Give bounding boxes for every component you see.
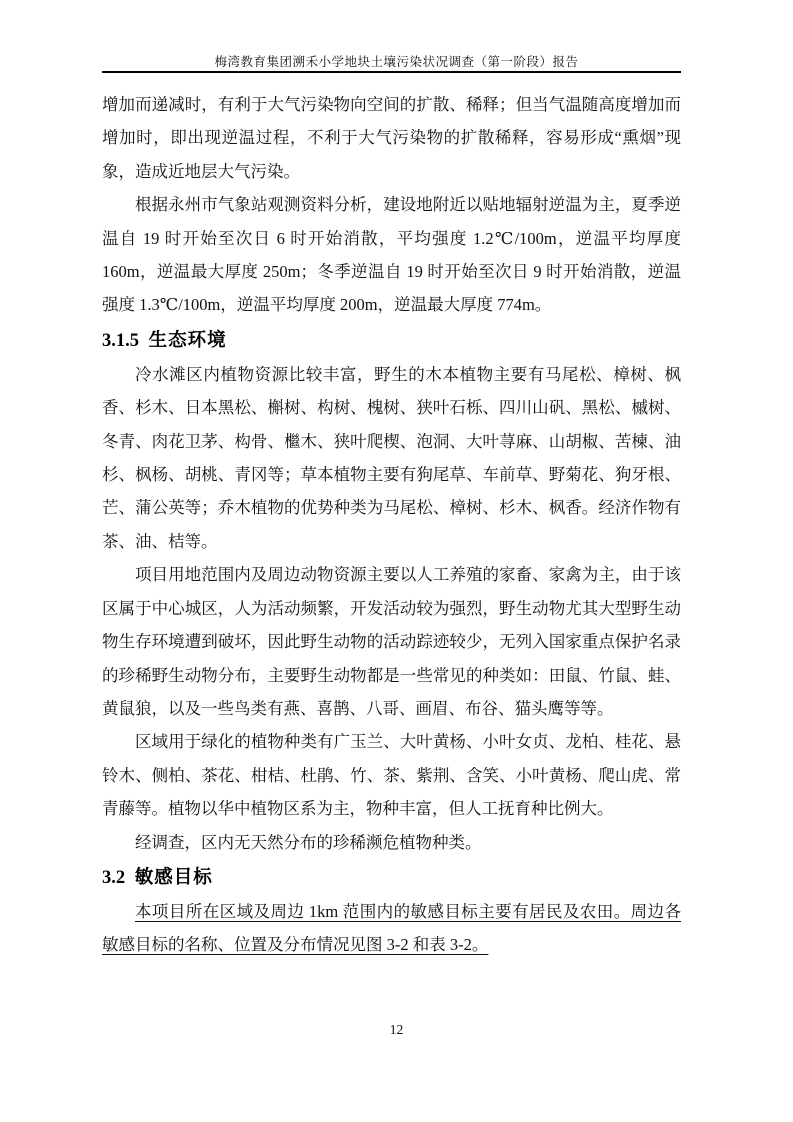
- paragraph-fauna: 项目用地范围内及周边动物资源主要以人工养殖的家畜、家禽为主，由于该区属于中心城区，人为活动频繁，开发活动较为强烈，野生动物尤其大型野生动物生存环境遭到破坏，因此野生动物的活动踪迹较少，无列入国家重点保护名录的珍稀野生动物分布，主要野生动物都是一些常见的种类如：田鼠、竹鼠、蛙、黄鼠狼，以及一些鸟类有燕、喜鹊、八哥、画眉、布谷、猫头鹰等等。: [102, 565, 681, 718]
- document-body: [102, 88, 681, 962]
- paragraph-inversion-observation: 根据永州市气象站观测资料分析，建设地附近以贴地辐射逆温为主，夏季逆温自 19 时开始至次日 6 时开始消散，平均强度 1.2℃/100m，逆温平均厚度 160m，逆温最大厚度 250m；冬季逆温自 19 时开始至次日 9 时开始消散，逆温强度 1.3℃/100m，逆温平均厚度 200m，逆温最大厚度 774m。: [102, 195, 681, 315]
- paragraph-wild-flora: 冷水滩区内植物资源比较丰富，野生的木本植物主要有马尾松、樟树、枫香、杉木、日本黑松、槲树、构树、槐树、狭叶石栎、四川山矾、黑松、槭树、冬青、肉花卫茅、构骨、檵木、狭叶爬楔、泡洞、大叶荨麻、山胡椒、苦楝、油杉、枫杨、胡桃、青冈等；草本植物主要有狗尾草、车前草、野菊花、狗牙根、芒、蒲公英等；乔木植物的优势种类为马尾松、樟树、杉木、枫香。经济作物有茶、油、桔等。: [102, 364, 681, 551]
- heading-text: 生态环境: [148, 328, 227, 350]
- paragraph-inversion-diffusion: 增加而递减时，有利于大气污染物向空间的扩散、稀释；但当气温随高度增加而增加时，即出现逆温过程，不利于大气污染物的扩散稀释，容易形成“熏烟”现象，造成近地层大气污染。: [102, 95, 681, 181]
- heading-sensitive-targets: [102, 862, 681, 893]
- running-head-title: 梅湾教育集团溯禾小学地块土壤污染状况调查（第一阶段）报告: [214, 55, 579, 69]
- paragraph-sensitive-targets: 本项目所在区域及周边 1km 范围内的敏感目标主要有居民及农田。周边各敏感目标的名称、位置及分布情况见图 3-2 和表 3-2。: [102, 901, 681, 955]
- heading-text: 敏感目标: [134, 865, 213, 887]
- paragraph-survey-result: 经调查，区内无天然分布的珍稀濒危植物种类。: [135, 832, 482, 852]
- page-number: 12: [389, 1022, 404, 1037]
- header-rule: [102, 71, 681, 73]
- paragraph-greening-plants: 区域用于绿化的植物种类有广玉兰、大叶黄杨、小叶女贞、龙柏、桂花、悬铃木、侧柏、茶花、柑桔、杜鹃、竹、茶、紫荆、含笑、小叶黄杨、爬山虎、常青藤等。植物以华中植物区系为主，物种丰富，但人工抚育种比例大。: [102, 732, 681, 819]
- heading-ecological-environment: [102, 325, 681, 356]
- heading-number: 3.1.5: [102, 330, 139, 351]
- heading-number: 3.2: [102, 867, 126, 888]
